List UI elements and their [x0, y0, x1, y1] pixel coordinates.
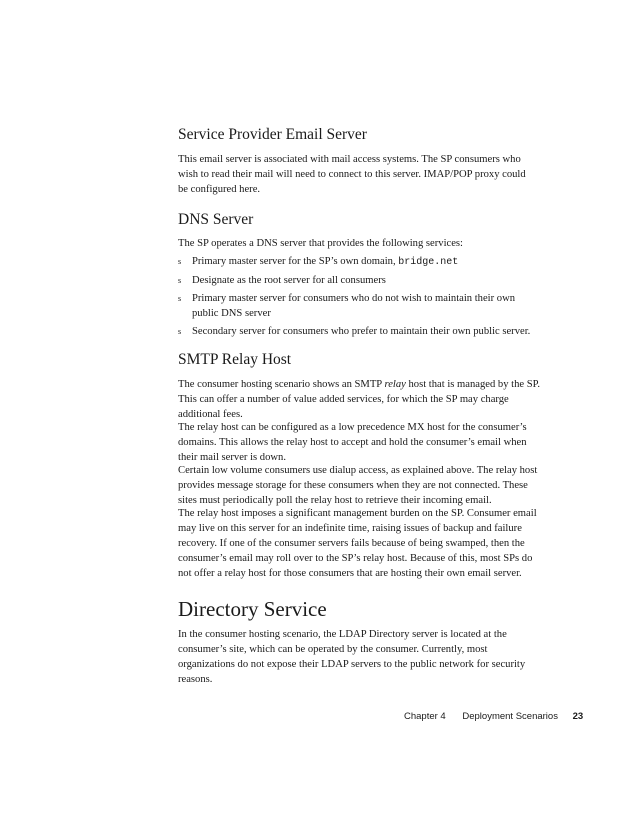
- line: their mail server is down.: [178, 452, 286, 463]
- list-item: [178, 291, 570, 321]
- bullet-mark: s: [178, 294, 182, 303]
- smtp-paragraph-4: [178, 506, 570, 581]
- list-item-text: Secondary server for consumers who prefer to maintain their own public server.: [192, 326, 531, 337]
- relay-emphasis: relay: [384, 379, 406, 390]
- list-item-text: Primary master server for consumers who do not wish to maintain their own: [192, 293, 516, 304]
- list-item: [178, 324, 570, 339]
- line: host that is managed by the SP.: [405, 379, 541, 390]
- domain-code: bridge.net: [398, 257, 459, 268]
- email-server-paragraph: [178, 152, 570, 197]
- line: wish to read their mail will need to connect to this server. IMAP/POP proxy could: [178, 169, 526, 180]
- footer-chapter: Chapter 4: [404, 711, 446, 722]
- line: Certain low volume consumers use dialup access, as explained above. The relay host: [178, 465, 538, 476]
- line: be configured here.: [178, 184, 261, 195]
- smtp-paragraph-1: [178, 377, 570, 422]
- bullet-mark: s: [178, 327, 182, 336]
- smtp-paragraph-2: [178, 420, 570, 465]
- line: may live on this server for an indefinite time, raising issues of backup and failure: [178, 523, 522, 534]
- smtp-paragraph-3: [178, 463, 570, 508]
- footer-chapter-title: Deployment Scenarios: [462, 711, 558, 722]
- list-item-text: Primary master server for the SP’s own domain,: [192, 256, 399, 267]
- line: domains. This allows the relay host to accept and hold the consumer’s email when: [178, 437, 527, 448]
- line: reasons.: [178, 674, 213, 685]
- line: The relay host imposes a significant management burden on the SP. Consumer email: [178, 508, 537, 519]
- line: The consumer hosting scenario shows an SMTP: [178, 379, 385, 390]
- page-number: 23: [572, 711, 584, 722]
- heading-dns-server: DNS Server: [178, 211, 254, 228]
- line: provides message storage for these consumers when they are not connected. These: [178, 480, 528, 491]
- heading-smtp-relay-host: SMTP Relay Host: [178, 351, 292, 368]
- list-item: [178, 254, 570, 270]
- line: consumer’s site, which can be operated by the consumer. Currently, most: [178, 644, 488, 655]
- line: sites must periodically poll the relay host to retrieve their incoming email.: [178, 495, 492, 506]
- list-item-text: Designate as the root server for all consumers: [192, 275, 386, 286]
- bullet-mark: s: [178, 257, 182, 266]
- line: additional fees.: [178, 409, 243, 420]
- heading-directory-service: Directory Service: [178, 597, 327, 621]
- dns-services-list: [178, 254, 570, 342]
- list-item-text: public DNS server: [192, 308, 271, 319]
- line: This email server is associated with mail access systems. The SP consumers who: [178, 154, 521, 165]
- line: This can offer a number of value added services, for which the SP may charge: [178, 394, 509, 405]
- dns-intro-paragraph: The SP operates a DNS server that provides the following services:: [178, 238, 463, 249]
- list-item: [178, 273, 570, 288]
- line: In the consumer hosting scenario, the LDAP Directory server is located at the: [178, 629, 507, 640]
- bullet-mark: s: [178, 276, 182, 285]
- line: not offer a relay host for those consumers that are hosting their own email server.: [178, 568, 522, 579]
- line: recovery. If one of the consumer servers fails because of being swamped, then the: [178, 538, 525, 549]
- directory-paragraph: [178, 627, 570, 687]
- heading-email-server: Service Provider Email Server: [178, 126, 367, 143]
- line: The relay host can be configured as a low precedence MX host for the consumer’s: [178, 422, 527, 433]
- line: consumer’s email may roll over to the SP’s relay host. Because of this, most SPs do: [178, 553, 533, 564]
- line: organizations do not expose their LDAP servers to the public network for security: [178, 659, 526, 670]
- page-footer: [404, 711, 583, 722]
